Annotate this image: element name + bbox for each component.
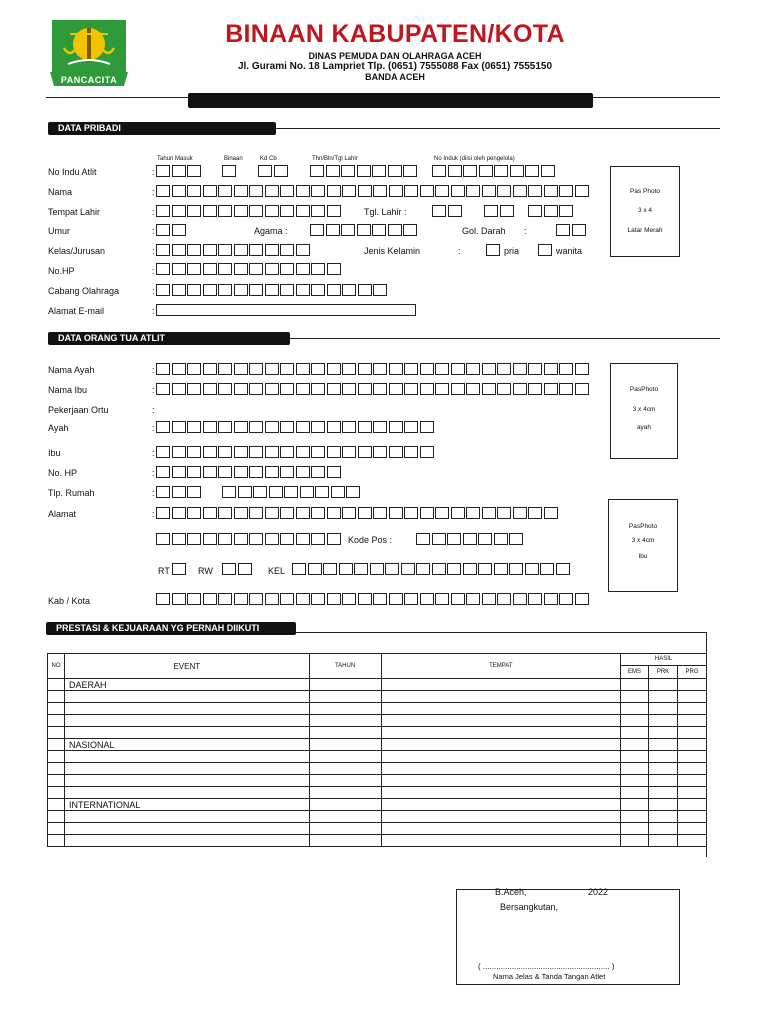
label-email: Alamat E-mail <box>48 306 105 316</box>
colon: : <box>152 468 155 478</box>
field-tgl[interactable] <box>432 205 463 217</box>
table-row[interactable] <box>48 751 707 763</box>
field-thn[interactable] <box>528 205 575 217</box>
photo-label: PasPhoto <box>628 523 658 530</box>
photo-label: PasPhoto <box>629 386 659 393</box>
divider <box>296 632 706 633</box>
colon: : <box>152 306 155 316</box>
colon: : <box>152 385 155 395</box>
field-gol-darah[interactable] <box>556 224 587 236</box>
field-cabang[interactable] <box>156 284 389 296</box>
table-row[interactable] <box>48 835 707 847</box>
photo-box-ayah[interactable] <box>610 363 678 459</box>
field-email[interactable] <box>156 304 416 316</box>
photo-size: 3 x 4cm <box>632 406 656 413</box>
field-no-induk[interactable] <box>432 165 556 177</box>
label-pria: pria <box>504 246 520 256</box>
label-no-induk: No Indu Atlit <box>48 167 97 177</box>
photo-size: 3 x 4 <box>637 207 653 214</box>
header-line3: BANDA ACEH <box>365 72 425 82</box>
field-pekerjaan-ayah[interactable] <box>156 421 435 433</box>
colon: : <box>152 266 155 276</box>
label-nama-ibu: Nama Ibu <box>48 385 88 395</box>
label-umur: Umur <box>48 226 70 236</box>
table-row[interactable] <box>48 787 707 799</box>
achievements-table <box>47 653 707 847</box>
label-nohp: No.HP <box>48 266 75 276</box>
header-black-band <box>188 93 593 108</box>
label-nama: Nama <box>48 187 73 197</box>
label-rt: RT <box>158 566 170 576</box>
colon: : <box>152 423 155 433</box>
th-prk: PRK <box>649 665 678 678</box>
label-parents-nohp: No. HP <box>48 468 78 478</box>
photo-caption: Ibu <box>638 553 648 560</box>
field-tgl-lahir-code[interactable] <box>310 165 419 177</box>
label-tlp-rumah: Tlp. Rumah <box>48 488 95 498</box>
colon: : <box>152 488 155 498</box>
field-tlp-area[interactable] <box>156 486 203 498</box>
label-wanita: wanita <box>556 246 583 256</box>
signature-dots: ( ......................................................... ) <box>478 962 615 971</box>
label-cabang: Cabang Olahraga <box>48 286 120 296</box>
table-row[interactable] <box>48 823 707 835</box>
th-hasil: HASIL <box>621 654 707 666</box>
col-tahun: Tahun Masuk <box>157 156 193 162</box>
label-alamat: Alamat <box>48 509 77 519</box>
field-nama-ayah[interactable] <box>156 363 590 375</box>
photo-box-athlete[interactable] <box>610 166 680 257</box>
field-tempat-lahir[interactable] <box>156 205 342 217</box>
field-agama[interactable] <box>310 224 419 236</box>
page-title: BINAAN KABUPATEN/KOTA <box>225 20 565 48</box>
colon: : <box>152 226 155 236</box>
field-rw[interactable] <box>222 563 253 575</box>
field-bln[interactable] <box>484 205 515 217</box>
divider <box>290 338 720 339</box>
table-row[interactable] <box>48 703 707 715</box>
photo-box-ibu[interactable] <box>608 499 678 592</box>
colon: : <box>152 405 155 415</box>
label-ayah: Ayah <box>48 423 69 433</box>
label-gol-darah: Gol. Darah <box>462 226 506 236</box>
photo-size: 3 x 4cm <box>631 537 655 544</box>
header-line2: Jl. Gurami No. 18 Lampriet Tlp. (0651) 7555088 Fax (0651) 7555150 <box>237 61 553 72</box>
field-kelas[interactable] <box>156 244 311 256</box>
label-tempat-lahir: Tempat Lahir <box>48 207 101 217</box>
th-tahun: TAHUN <box>309 654 381 679</box>
label-agama: Agama : <box>254 226 288 236</box>
col-binaan: Binaan <box>224 156 243 162</box>
colon: : <box>458 246 461 256</box>
signature-place: B.Aceh, <box>495 887 527 897</box>
photo-caption: ayah <box>636 424 652 431</box>
field-parents-nohp[interactable] <box>156 466 342 478</box>
label-pekerjaan: Pekerjaan Ortu <box>48 405 109 415</box>
colon: : <box>524 226 527 236</box>
logo-text: PANCACITA <box>60 75 118 85</box>
col-induk: No Induk (diisi oleh pengelola) <box>434 156 515 162</box>
col-tgl: Thn/Bln/Tgl Lahir <box>312 156 358 162</box>
label-kelas: Kelas/Jurusan <box>48 246 106 256</box>
table-row[interactable] <box>48 811 707 823</box>
field-pekerjaan-ibu[interactable] <box>156 446 435 458</box>
signature-role: Bersangkutan, <box>500 902 559 912</box>
logo <box>46 18 132 92</box>
table-row[interactable] <box>48 775 707 787</box>
colon: : <box>152 167 155 177</box>
field-kab[interactable] <box>156 593 590 605</box>
table-row[interactable] <box>48 763 707 775</box>
colon: : <box>152 187 155 197</box>
th-ems: EMS <box>621 665 649 678</box>
label-kel: KEL <box>268 566 286 576</box>
divider <box>276 128 720 129</box>
field-alamat-1[interactable] <box>156 507 559 519</box>
colon: : <box>152 365 155 375</box>
photo-label: Pas Photo <box>630 188 660 195</box>
table-row[interactable] <box>48 727 707 739</box>
section-parents: DATA ORANG TUA ATLIT <box>48 332 290 345</box>
field-nama-ibu[interactable] <box>156 383 590 395</box>
checkbox-wanita[interactable] <box>538 244 554 256</box>
signature-caption: Nama Jelas & Tanda Tangan Atlet <box>493 972 606 981</box>
group-international: INTERNATIONAL <box>64 799 309 811</box>
field-kdcb[interactable] <box>258 165 289 177</box>
field-alamat-2[interactable] <box>156 533 342 545</box>
colon: : <box>152 448 155 458</box>
colon: : <box>152 509 155 519</box>
field-kel[interactable] <box>292 563 571 575</box>
field-tlp-number[interactable] <box>222 486 362 498</box>
colon: : <box>152 207 155 217</box>
header-line1: DINAS PEMUDA DAN OLAHRAGA ACEH <box>308 51 482 61</box>
label-kode-pos: Kode Pos : <box>348 535 393 545</box>
table-row[interactable] <box>48 715 707 727</box>
th-no: NO <box>48 654 65 679</box>
group-nasional: NASIONAL <box>64 739 309 751</box>
checkbox-pria[interactable] <box>486 244 502 256</box>
label-kab: Kab / Kota <box>48 596 91 606</box>
label-rw: RW <box>198 566 213 576</box>
col-kdcb: Kd Cb <box>260 156 277 162</box>
field-kode-pos[interactable] <box>416 533 525 545</box>
table-row[interactable] <box>48 691 707 703</box>
label-jenis-kelamin: Jenis Kelamin <box>364 246 421 256</box>
section-achievements: PRESTASI & KEJUARAAN YG PERNAH DIIKUTI <box>46 622 296 635</box>
field-binaan[interactable] <box>222 165 238 177</box>
photo-bg: Latar Merah <box>627 227 663 234</box>
th-event: EVENT <box>64 654 309 679</box>
field-umur[interactable] <box>156 224 187 236</box>
colon: : <box>152 246 155 256</box>
label-tgl-lahir: Tgl. Lahir : <box>364 207 407 217</box>
field-nama[interactable] <box>156 185 590 197</box>
label-nama-ayah: Nama Ayah <box>48 365 95 375</box>
group-daerah: DAERAH <box>64 679 309 691</box>
colon: : <box>152 286 155 296</box>
label-ibu: Ibu <box>48 448 61 458</box>
signature-year: 2022 <box>588 887 609 897</box>
field-tahun-masuk[interactable] <box>156 165 203 177</box>
field-nohp[interactable] <box>156 263 342 275</box>
section-personal: DATA PRIBADI <box>48 122 276 135</box>
field-rt[interactable] <box>172 563 188 575</box>
th-tempat: TEMPAT <box>381 654 621 679</box>
th-prg: PRG <box>677 665 706 678</box>
